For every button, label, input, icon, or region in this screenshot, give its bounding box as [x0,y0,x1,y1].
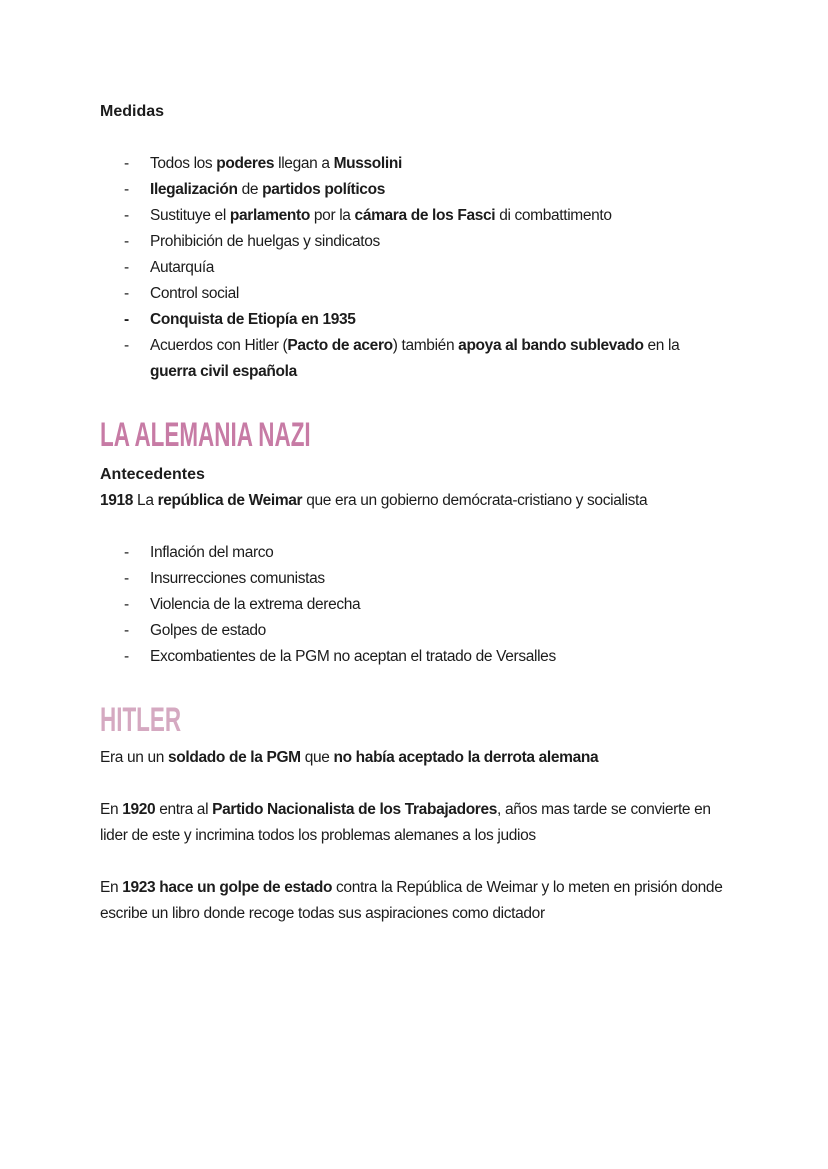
text-run: Sustituye el [150,207,230,224]
rich-text [150,155,402,172]
bold-text-run: 1918 [100,492,134,509]
bold-text-run: guerra civil española [150,363,297,380]
list-dash: - [124,207,129,224]
rich-text [100,492,647,509]
medidas-list [100,151,740,385]
rich-text [150,259,214,276]
text-run: llegan a [274,155,334,172]
bold-text-run: cámara de los Fasci [354,207,496,224]
rich-text [100,879,722,922]
list-item-text: Excombatientes de la PGM no aceptan el tratado de Versalles [150,648,556,665]
text-run: Todos los [150,155,217,172]
list-dash: - [124,233,129,250]
text-run: Autarquía [150,259,215,276]
section-subheading-medidas: Medidas [100,103,165,120]
antecedentes-list [100,540,740,670]
bold-text-run: 1920 [122,801,156,818]
bold-text-run: parlamento [229,207,310,224]
list-dash: - [124,311,129,328]
text-run: de [237,181,263,198]
list-dash: - [124,544,129,561]
list-dash: - [124,622,129,639]
rich-text [150,285,239,302]
list-item-text: Violencia de la extrema derecha [150,596,361,613]
list-item [100,203,740,229]
bold-text-run: república de Weimar [157,492,303,509]
weimar-intro-paragraph [100,488,700,514]
text-run: en la [643,337,680,354]
list-item-text: Inflación del marco [150,544,274,561]
bold-text-run: Partido Nacionalista de los Trabajadores [212,801,498,818]
rich-text [100,749,598,766]
rich-text [150,311,356,328]
text-run: entra al [155,801,213,818]
text-run: di combattimento [495,207,612,224]
section-subheading-antecedentes: Antecedentes [100,466,205,483]
rich-text [150,207,612,224]
list-item [100,255,740,281]
hitler-paragraph-3 [100,875,725,927]
section-heading-alemania-nazi: LA ALEMANIA NAZI [100,416,311,454]
bold-text-run: Conquista de Etiopía en 1935 [150,311,356,328]
list-dash: - [124,181,129,198]
text-run: ) también [392,337,459,354]
text-run: , años mas tarde se convierte en lider de este y incrimina todos los problemas alemanes a los judios [100,801,711,844]
list-item [100,644,740,670]
list-dash: - [124,285,129,302]
hitler-paragraph-1 [100,745,740,771]
text-run: La [133,492,158,509]
list-item-text: Golpes de estado [150,622,266,639]
list-item [100,540,740,566]
list-item [100,281,740,307]
bold-text-run: Ilegalización [150,181,238,198]
list-item [100,151,740,177]
list-item-text: Insurrecciones comunistas [150,570,325,587]
rich-text [100,801,711,844]
text-run: que [300,749,334,766]
bold-text-run: partidos políticos [262,181,385,198]
bold-text-run: Pacto de acero [287,337,393,354]
text-run: contra la República de Weimar y lo meten en prisión donde escribe un libro donde recoge todas sus aspiraciones como dictador [100,879,723,922]
list-item [100,618,740,644]
list-item [100,307,740,333]
list-item [100,333,690,385]
text-run: En [100,879,123,896]
list-dash: - [124,337,129,354]
list-item [100,566,740,592]
list-dash: - [124,259,129,276]
rich-text [150,233,380,250]
text-run: Prohibición de huelgas y sindicatos [150,233,380,250]
rich-text [150,181,385,198]
bold-text-run: 1923 hace un golpe de estado [122,879,333,896]
text-run: Control social [150,285,240,302]
list-item [100,177,740,203]
bold-text-run: poderes [216,155,275,172]
list-item [100,229,740,255]
list-dash: - [124,596,129,613]
list-dash: - [124,570,129,587]
text-run: Era un un [100,749,169,766]
bold-text-run: no había aceptado la derrota alemana [333,749,599,766]
text-run: por la [309,207,355,224]
hitler-paragraph-2 [100,797,725,849]
list-dash: - [124,155,129,172]
bold-text-run: apoya al bando sublevado [458,337,644,354]
bold-text-run: Mussolini [333,155,402,172]
list-dash: - [124,648,129,665]
text-run: Acuerdos con Hitler ( [150,337,288,354]
text-run: En [100,801,123,818]
rich-text [150,337,679,380]
list-item [100,592,740,618]
text-run: que era un gobierno demócrata-cristiano y socialista [302,492,648,509]
bold-text-run: soldado de la PGM [168,749,301,766]
section-heading-hitler: HITLER [100,701,182,739]
